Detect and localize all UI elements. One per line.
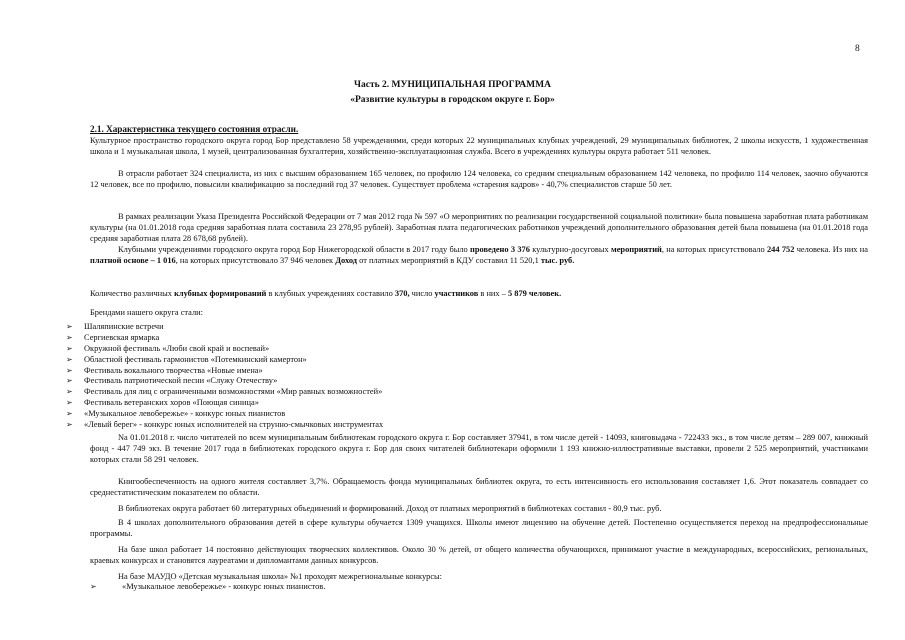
paragraph-book-supply: Книгообеспеченность на одного жителя составляет 3,7%. Обращаемость фонда муниципальных библиотек округа, то есть интенсивность его использования составляет 1,6. Этот показатель совпадает со среднестатистическим показателем по области. (90, 477, 868, 497)
list-item (66, 344, 866, 355)
para5-text-3: число (409, 289, 435, 298)
para5-bold-4: 5 879 человек. (507, 289, 562, 298)
section-title: 2.1. Характеристика текущего состояния отрасли. (90, 124, 299, 134)
para5-bold-2: 370, (394, 289, 410, 298)
contest-label: «Музыкальное левобережье» - конкурс юных пианистов. (122, 582, 326, 591)
paragraph-interregional-contests: На базе МАУДО «Детская музыкальная школа» №1 проходят межрегиональные конкурсы: (118, 572, 443, 581)
arrow-bullet-icon: ➢ (90, 582, 97, 591)
part-title: Часть 2. МУНИЦИПАЛЬНАЯ ПРОГРАММА (354, 80, 551, 90)
paragraph-club-events (90, 244, 868, 266)
arrow-bullet-icon: ➢ (66, 387, 73, 397)
list-item (66, 333, 866, 344)
arrow-bullet-icon: ➢ (66, 343, 73, 353)
list-item (66, 355, 866, 366)
para5-text-2: в клубных учреждениях составило (266, 289, 395, 298)
brand-label: Окружной фестиваль «Люби свой край и воспевай» (84, 343, 270, 353)
para4-text-2: культурно-досуговых (529, 245, 611, 254)
para4-text-5: , на которых присутствовало 37 946 человек (175, 256, 336, 265)
arrow-bullet-icon: ➢ (66, 365, 73, 375)
para4-bold-6: тыс. руб. (540, 256, 575, 265)
brand-label: Областной фестиваль гармонистов «Потемкинский камертон» (84, 354, 307, 364)
page-number: 8 (855, 44, 860, 54)
brand-label: Сергиевская ярмарка (84, 332, 160, 342)
brand-label: Фестиваль для лиц с ограниченными возможностями «Мир равных возможностей» (84, 387, 383, 397)
brands-list (66, 322, 866, 431)
paragraph-institutions: Культурное пространство городского округа город Бор представлено 58 учреждениями, среди которых 22 муниципальных клубных учреждений, 29 муниципальных библиотек, 2 школы искусств, 1 художественная школа и 1 музыкальная школа, 1 музей, централизованная бухгалтерия, хозяйственно-эксплуатационная служба. Всего в учреждениях культуры округа работает 511 человек. (90, 136, 868, 156)
list-item (66, 387, 866, 398)
para5-text-1: Количество различных (90, 289, 175, 298)
list-item (66, 366, 866, 377)
paragraph-salary: В рамках реализации Указа Президента Российской Федерации от 7 мая 2012 года № 597 «О мероприятиях по реализации государственной социальной политики» была повышена заработная плата работникам культуры (на 01.01.2018 года средняя заработная плата составила 23 278,95 рублей). Заработная плата педагогических работников учреждений дополнительного образования детей была повышена (на 01.01.2018 года средняя заработная плата 28 678,68 рублей). (90, 212, 868, 243)
brand-label: Фестиваль патриотической песни «Служу Отечеству» (84, 376, 278, 386)
paragraph-literary-associations: В библиотеках округа работает 60 литературных объединений и формирований. Доход от платных мероприятий в библиотеках составил - 80,9 тыс. руб. (118, 504, 662, 513)
arrow-bullet-icon: ➢ (66, 322, 73, 331)
paragraph-music-schools: В 4 школах дополнительного образования детей в сфере культуры обучается 1309 учащихся. Школы имеют лицензию на обучение детей. Постепенно осуществляется переход на предпрофессиональные программы. (90, 518, 868, 538)
para4-bold-5: Доход (335, 256, 358, 265)
para4-bold-4: платной основе – 1 016 (90, 256, 176, 265)
arrow-bullet-icon: ➢ (66, 409, 73, 419)
arrow-bullet-icon: ➢ (66, 332, 73, 342)
para4-text-6: от платных мероприятий в КДУ составил 11 520,1 (357, 256, 541, 265)
arrow-bullet-icon: ➢ (66, 398, 73, 408)
program-title: «Развитие культуры в городском округе г. Бор» (350, 95, 555, 105)
contest-list-item (90, 582, 325, 591)
para4-text-1: Клубными учреждениями городского округа город Бор Нижегородской области в 2017 году было (118, 245, 471, 254)
arrow-bullet-icon: ➢ (66, 420, 73, 430)
brand-label: Фестиваль вокального творчества «Новые имена» (84, 365, 263, 375)
list-item (66, 398, 866, 409)
para4-bold-3: 244 752 (766, 245, 795, 254)
para5-bold-3: участников (434, 289, 479, 298)
list-item (66, 409, 866, 420)
brand-label: «Музыкальное левобережье» - конкурс юных пианистов (84, 409, 286, 419)
para4-bold-2: мероприятий (610, 245, 662, 254)
arrow-bullet-icon: ➢ (66, 354, 73, 364)
para4-text-4: человека. Из них на (794, 245, 868, 254)
para5-text-4: в них – (478, 289, 508, 298)
list-item (66, 322, 866, 333)
brands-title: Брендами нашего округа стали: (90, 308, 203, 317)
para4-bold-1: проведено 3 376 (470, 245, 530, 254)
arrow-bullet-icon: ➢ (66, 376, 73, 386)
paragraph-club-formations (90, 288, 868, 299)
para5-bold-1: клубных формирований (174, 289, 267, 298)
brand-label: «Левый берег» - конкурс юных исполнителей на струнно-смычковых инструментах (84, 420, 384, 430)
list-item (66, 376, 866, 387)
brand-label: Фестиваль ветеранских хоров «Поющая синица» (84, 398, 259, 408)
paragraph-libraries: Na 01.01.2018 г. число читателей по всем муниципальным библиотекам городского округа г. Бор составляет 37941, в том числе детей - 14093, книговыдача - 722433 экз., в том числе детям – 289 007, книжный фонд - 447 749 экз. В течение 2017 года в библиотеках городского округа г. Бор для своих читателей библиотекари оформили 1 193 книжно-иллюстративные выставки, провели 2 525 мероприятий, участниками которых стали 58 291 человек. (90, 433, 868, 464)
list-item (66, 420, 866, 431)
brand-label: Шаляпинские встречи (84, 322, 164, 331)
para4-text-3: , на которых присутствовало (661, 245, 767, 254)
paragraph-specialists: В отрасли работает 324 специалиста, из них с высшим образованием 165 человек, по профилю 124 человека, со средним специальным образованием 142 человека, по профилю 114 человек, заочно обучаются 12 человек, все по профилю, повысили квалификацию за последний год 37 человек. Существует проблема «старения кадров» - 40,7% специалистов старше 50 лет. (90, 169, 868, 189)
paragraph-creative-groups: На базе школ работает 14 постоянно действующих творческих коллективов. Около 30 % детей, от общего количества обучающихся, принимают участие в международных, всероссийских, региональных, краевых конкурсах и становятся лауреатами и дипломантами данных конкурсов. (90, 545, 868, 565)
